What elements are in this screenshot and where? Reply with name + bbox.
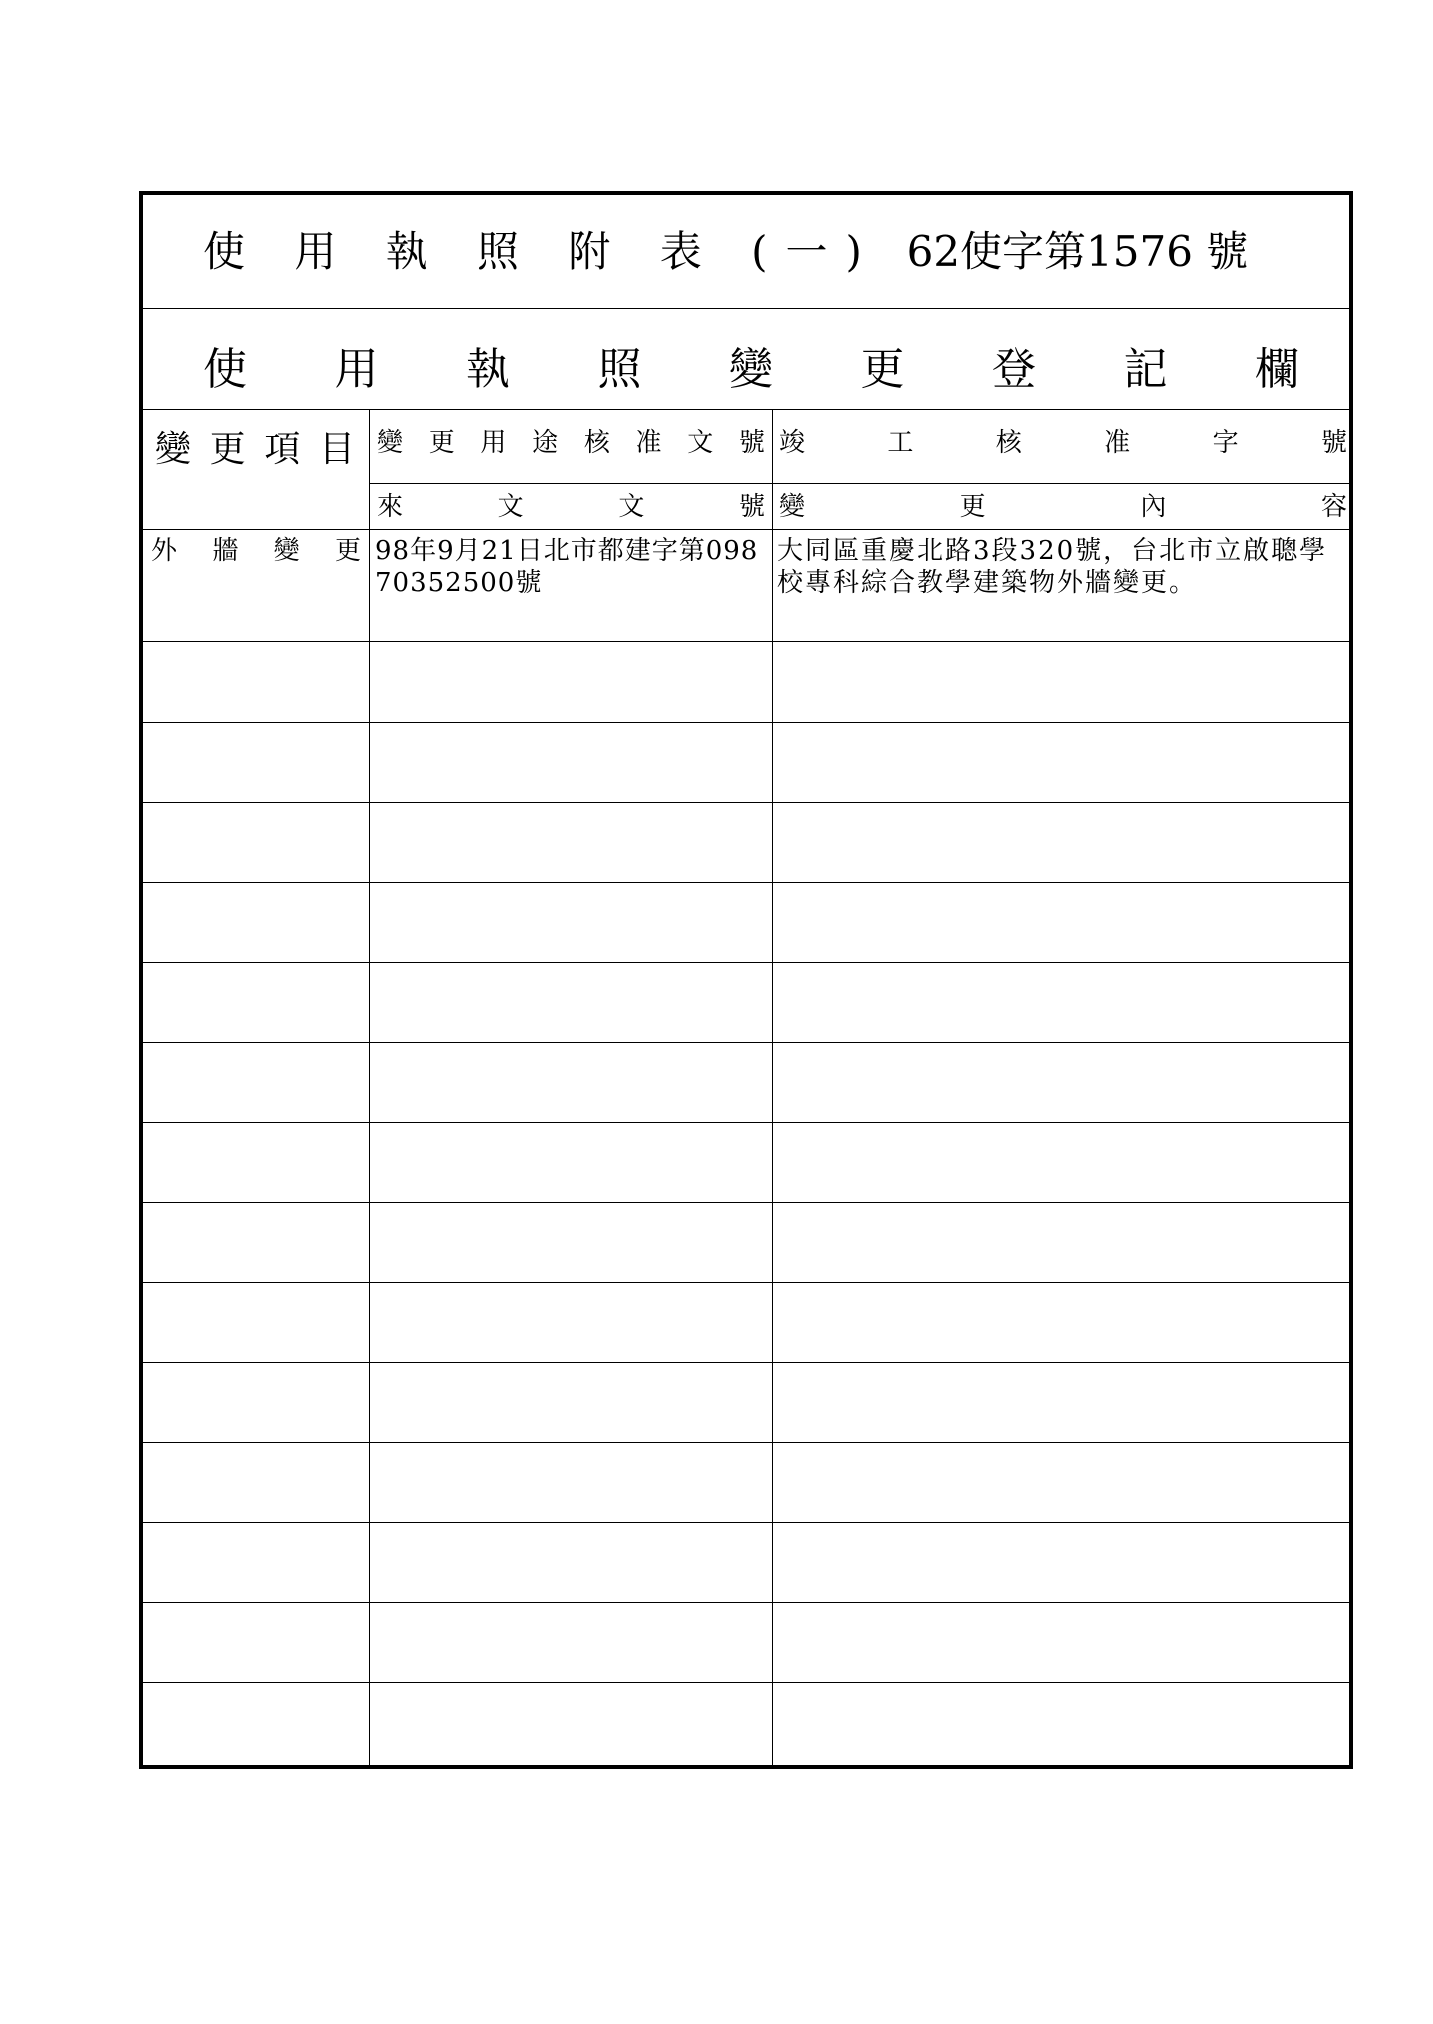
row-divider: [143, 1202, 1349, 1203]
header-divider: [369, 483, 1349, 484]
section-title-char: 欄: [1255, 344, 1299, 395]
row-divider: [143, 1602, 1349, 1603]
section-title: [203, 325, 1299, 405]
row-divider: [143, 1682, 1349, 1683]
title-prefix: 使 用 執 照 附 表 (一): [203, 227, 880, 276]
section-title-char: 使: [203, 344, 247, 395]
row-divider: [143, 882, 1349, 883]
row-divider: [143, 802, 1349, 803]
section-title-char: 更: [860, 344, 905, 395]
row-divider: [143, 1282, 1349, 1283]
row-divider: [143, 962, 1349, 963]
license-number: 62使字第1576 號: [906, 227, 1249, 276]
section-title-char: 登: [992, 344, 1036, 395]
header-item: 變 更 項 目: [155, 429, 355, 470]
change-registration-form: [139, 191, 1353, 1769]
row-divider: [143, 1362, 1349, 1363]
row-divider: [143, 1442, 1349, 1443]
divider: [143, 409, 1349, 410]
row-divider: [143, 1522, 1349, 1523]
header-incoming-doc: 來 文 文 號: [377, 492, 765, 522]
header-approval-doc: 變 更 用 途 核 准 文 號: [377, 428, 765, 458]
table-row-content: 大同區重慶北路3段320號，台北市立啟聰學校專科綜合教學建築物外牆變更。: [777, 536, 1328, 598]
row-divider: [143, 641, 1349, 642]
section-title-char: 執: [466, 344, 510, 395]
column-divider: [772, 409, 773, 1769]
table-row-doc-no: 98年9月21日北市都建字第09870352500號: [375, 536, 759, 598]
section-title-char: 記: [1123, 344, 1168, 395]
section-title-char: 照: [597, 344, 642, 395]
row-divider: [143, 529, 1349, 530]
column-divider: [369, 409, 370, 1769]
document-title: [203, 217, 1248, 287]
section-title-char: 用: [334, 344, 379, 395]
row-divider: [143, 722, 1349, 723]
section-title-char: 變: [729, 344, 773, 395]
table-row-item: 外 牆 變 更: [151, 536, 361, 566]
header-completion-no: 竣 工 核 准 字 號: [779, 428, 1347, 458]
row-divider: [143, 1042, 1349, 1043]
divider: [143, 308, 1349, 309]
row-divider: [143, 1122, 1349, 1123]
header-change-content: 變 更 內 容: [779, 492, 1347, 522]
